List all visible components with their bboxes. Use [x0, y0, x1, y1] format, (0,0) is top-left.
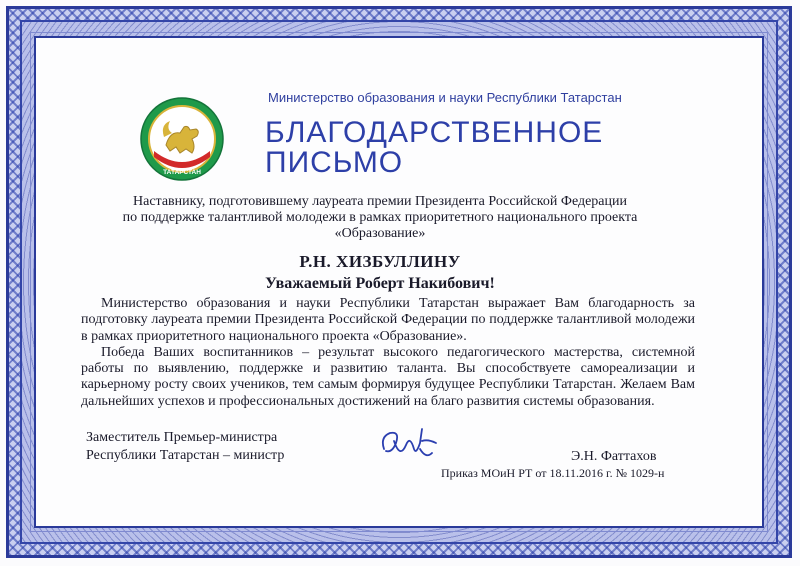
dedication-text: [100, 194, 660, 242]
dedication-line-2: по поддержке талантливой молодежи в рамках приоритетного национального проекта: [122, 210, 638, 225]
ministry-name: Министерство образования и науки Республики Татарстан: [268, 90, 622, 105]
title-line-1: БЛАГОДАРСТВЕННОЕ: [265, 116, 604, 149]
dedication-line-1: Наставнику, подготовившему лауреата премии Президента Российской Федерации: [133, 194, 627, 209]
document-title: [265, 118, 603, 178]
signatory-name: Э.Н. Фаттахов: [571, 449, 657, 464]
dedication-line-3: «Образование»: [334, 226, 426, 241]
signatory-position-line-2: Республики Татарстан – министр: [86, 448, 285, 463]
signatory-position-line-1: Заместитель Премьер-министра: [86, 430, 278, 445]
salutation: Уважаемый Роберт Накибович!: [265, 275, 495, 292]
body-paragraph-2: Победа Ваших воспитанников – результат высокого педагогического мастерства, системной работы по выявлению, поддержке и развитию таланта. Вы способствуете самореализации и карьерному росту своих учеников, тем самым формируя будущее Республики Татарстан. Желаем Вам дальнейших успехов и профессиональных достижений на благо развития системы образования.: [81, 344, 695, 409]
body-paragraph-1: Министерство образования и науки Республики Татарстан выражает Вам благодарность за подготовку лауреата премии Президента Российской Федерации по поддержке талантливой молодежи в рамках приоритетного национального проекта «Образование».: [81, 296, 695, 344]
handwritten-signature-icon: [376, 419, 444, 469]
recipient-name: Р.Н. ХИЗБУЛЛИНУ: [299, 252, 461, 271]
letter-body: [81, 296, 695, 410]
signatory-position: [86, 429, 284, 465]
emblem-caption: ТАТАРСТАН: [163, 169, 201, 176]
order-reference: Приказ МОиН РТ от 18.11.2016 г. № 1029-н: [441, 466, 665, 480]
title-line-2: ПИСЬМО: [265, 146, 404, 179]
tatarstan-coat-of-arms-icon: [140, 97, 224, 181]
